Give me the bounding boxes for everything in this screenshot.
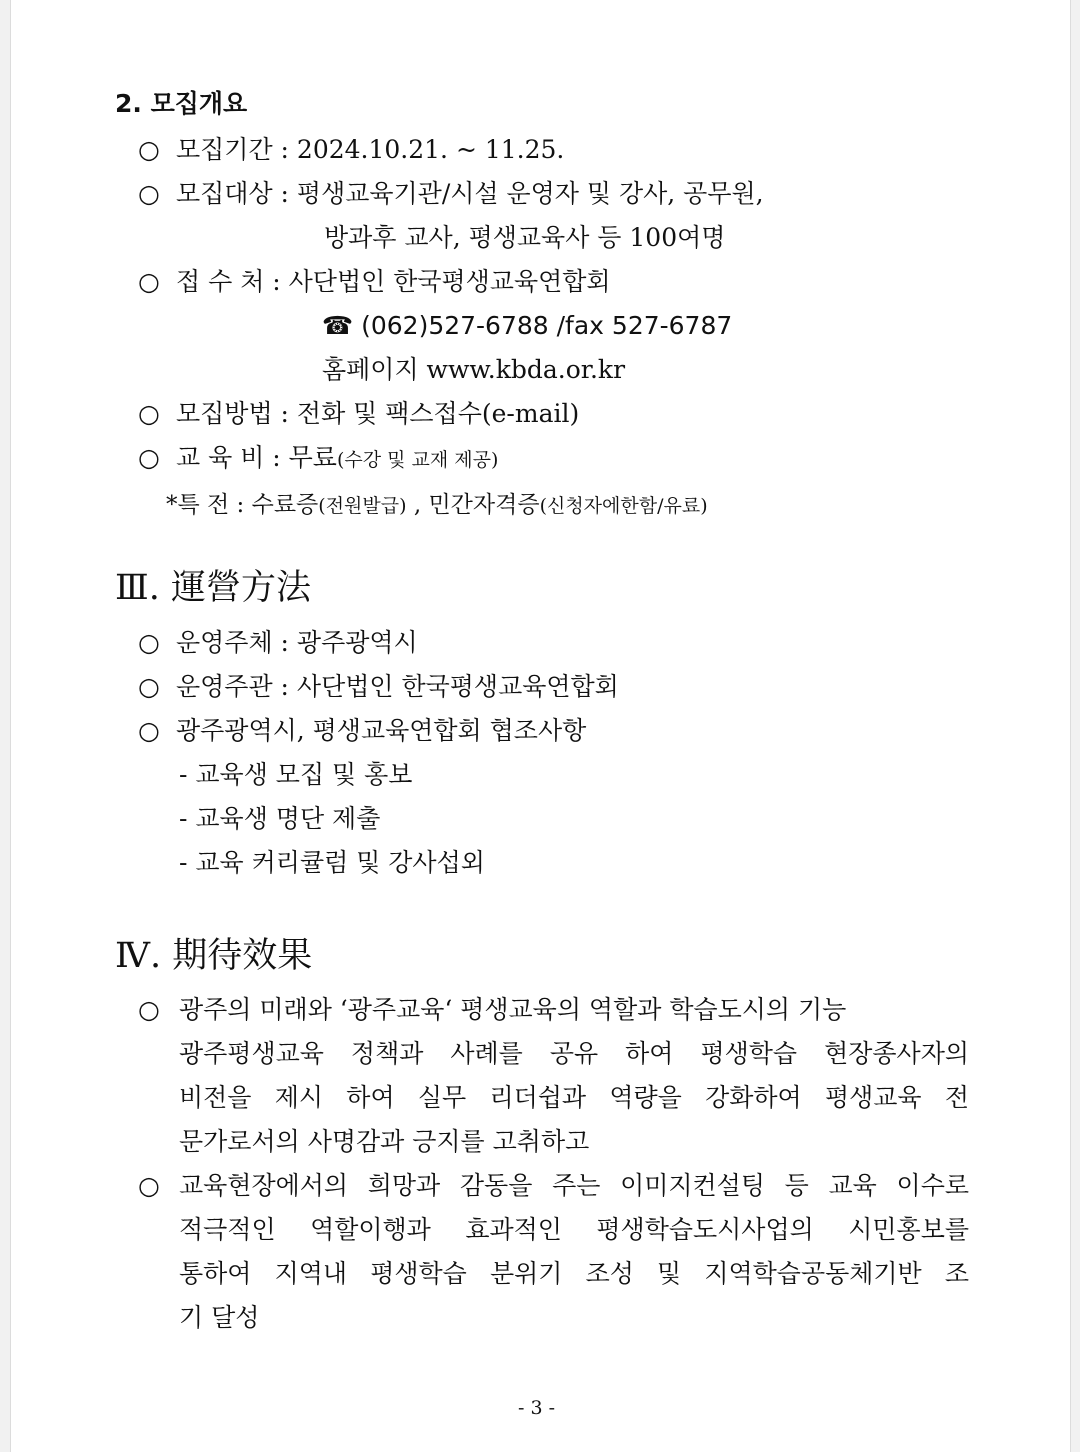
bullet: ○ bbox=[138, 443, 160, 472]
reception-office: ○ 접 수 처 : 사단법인 한국평생교육연합회 bbox=[138, 264, 611, 300]
operating-host: ○ 운영주체 : 광주광역시 bbox=[138, 625, 418, 661]
list-item: - 교육 커리큘럼 및 강사섭외 bbox=[179, 848, 485, 877]
phone-icon: ☎ bbox=[322, 311, 354, 340]
paragraph-line: 광주평생교육 정책과 사례를 공유 하여 평생학습 현장종사자의 bbox=[179, 1039, 969, 1068]
recruit-target: ○ 모집대상 : 평생교육기관/시설 운영자 및 강사, 공무원, bbox=[138, 176, 764, 212]
bullet: ○ bbox=[138, 399, 160, 428]
homepage-url: 홈페이지 www.kbda.or.kr bbox=[322, 355, 626, 384]
page-number: - 3 - bbox=[518, 1397, 556, 1419]
bullet: ○ bbox=[138, 1171, 160, 1200]
bullet: ○ bbox=[138, 628, 160, 657]
contact-phone: ☎ (062)527-6788 /fax 527-6787 bbox=[322, 311, 733, 340]
tuition-fee: ○ 교 육 비 : 무료(수강 및 교재 제공) bbox=[138, 440, 498, 478]
operating-organizer: ○ 운영주관 : 사단법인 한국평생교육연합회 bbox=[138, 669, 619, 705]
paragraph-line: 광주의 미래와 ‘광주교육‘ 평생교육의 역할과 학습도시의 기능 bbox=[179, 995, 847, 1024]
bullet: ○ bbox=[138, 672, 160, 701]
bullet: ○ bbox=[138, 995, 160, 1024]
recruit-method: ○ 모집방법 : 전화 및 팩스접수(e-mail) bbox=[138, 396, 579, 432]
section-heading: Ⅲ. 運營方法 bbox=[115, 568, 312, 608]
bullet: ○ bbox=[138, 716, 160, 745]
paragraph-line: 문가로서의 사명감과 긍지를 고취하고 bbox=[179, 1127, 590, 1156]
cooperation-items: ○ 광주광역시, 평생교육연합회 협조사항 bbox=[138, 713, 586, 749]
paragraph-line: 교육현장에서의 희망과 감동을 주는 이미지컨설팅 등 교육 이수로 bbox=[179, 1171, 969, 1200]
paragraph-line: 적극적인 역할이행과 효과적인 평생학습도시사업의 시민홍보를 bbox=[179, 1215, 969, 1244]
list-item: - 교육생 명단 제출 bbox=[179, 804, 381, 833]
document-page bbox=[10, 0, 1071, 1452]
section-heading: 2. 모집개요 bbox=[115, 89, 248, 118]
paragraph-line: 비전을 제시 하여 실무 리더쉽과 역량을 강화하여 평생교육 전 bbox=[179, 1083, 969, 1112]
list-item: - 교육생 모집 및 홍보 bbox=[179, 760, 413, 789]
recruit-period: ○ 모집기간 : 2024.10.21. ~ 11.25. bbox=[138, 132, 564, 168]
bullet: ○ bbox=[138, 135, 160, 164]
section-heading: Ⅳ. 期待效果 bbox=[115, 936, 313, 976]
benefits: *특 전 : 수료증(전원발급) , 민간자격증(신청자에한함/유료) bbox=[166, 492, 708, 518]
paragraph-line: 통하여 지역내 평생학습 분위기 조성 및 지역학습공동체기반 조 bbox=[179, 1259, 969, 1288]
recruit-target-continued: 방과후 교사, 평생교육사 등 100여명 bbox=[324, 223, 726, 252]
bullet: ○ bbox=[138, 179, 160, 208]
bullet: ○ bbox=[138, 267, 160, 296]
paragraph-line: 기 달성 bbox=[179, 1303, 260, 1332]
